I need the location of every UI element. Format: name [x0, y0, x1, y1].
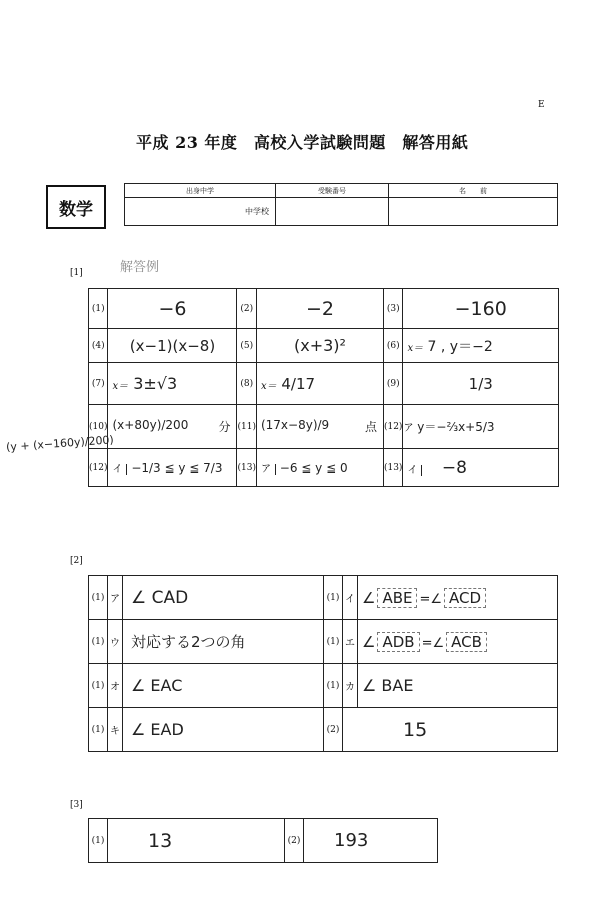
q-num: (1) [89, 576, 108, 620]
answer-value: (x+80y)/200 [112, 418, 189, 432]
q-num: (7) [89, 363, 108, 405]
sub-label: カ [343, 664, 358, 708]
answer-cell[interactable] [108, 363, 237, 405]
section3-label: [3] [70, 800, 83, 810]
sub-label: ア [403, 423, 414, 434]
answer-cell[interactable] [256, 363, 383, 405]
answer-cell[interactable]: ∠ EAD [123, 708, 324, 752]
answer-value: −8 [441, 457, 467, 478]
sub-label: イ [108, 464, 127, 475]
section3-table [88, 818, 438, 863]
unit-label: 点 [364, 420, 377, 434]
sub-label: イ [403, 465, 422, 476]
q-num: (2) [324, 708, 343, 752]
x-prefix: x＝ [112, 381, 129, 392]
answer-cell[interactable]: 193 [304, 819, 438, 863]
q-num: (9) [383, 363, 402, 405]
exam-no-field[interactable] [276, 198, 389, 226]
q-num: (1) [89, 620, 108, 664]
q-num: (12) [383, 405, 402, 449]
q-num: (2) [237, 289, 256, 329]
answer-cell[interactable]: 13 [108, 819, 285, 863]
answer-value: 4/17 [281, 374, 316, 393]
answer-cell[interactable] [403, 329, 559, 363]
answer-cell[interactable]: ∠ EAC [123, 664, 324, 708]
sub-label: オ [108, 664, 123, 708]
answer-cell[interactable] [358, 620, 558, 664]
q-num: (12) [89, 449, 108, 487]
section1-table [88, 288, 559, 487]
equals-angle: =∠ [419, 591, 443, 607]
subject-box [46, 185, 106, 229]
sub-label: ア [108, 576, 123, 620]
angle-sign: ∠ [362, 588, 376, 607]
answer-cell[interactable] [358, 576, 558, 620]
answer-cell[interactable]: (x+3)² [256, 329, 383, 363]
sub-label: イ [343, 576, 358, 620]
q-num: (1) [89, 289, 108, 329]
section2-label: [2] [70, 556, 83, 566]
answer-cell[interactable]: −6 [108, 289, 237, 329]
q-num: (13) [383, 449, 402, 487]
school-suffix: 中学校 [245, 207, 269, 216]
sub-label: キ [108, 708, 123, 752]
header-table [124, 183, 558, 226]
answer-cell[interactable] [108, 449, 237, 487]
angle-sign: ∠ [362, 632, 376, 651]
answer-box: ABE [377, 588, 417, 608]
answer-cell[interactable] [403, 405, 559, 449]
answer-cell[interactable]: −160 [403, 289, 559, 329]
school-label: 出身中学 [125, 184, 276, 198]
answer-cell[interactable] [256, 449, 383, 487]
answer-cell[interactable]: ∠ CAD [123, 576, 324, 620]
equals-angle: =∠ [421, 635, 445, 651]
school-field[interactable] [125, 198, 276, 226]
sub-label: エ [343, 620, 358, 664]
sub-label: ア [257, 464, 276, 475]
unit-label: 分 [218, 420, 231, 434]
q-num: (6) [383, 329, 402, 363]
side-note: (y + (x−160y)/200) [5, 433, 115, 454]
answer-cell[interactable] [403, 449, 559, 487]
answer-value: −6 ≦ y ≦ 0 [279, 461, 348, 475]
q-num: (1) [89, 708, 108, 752]
section2-table [88, 575, 558, 752]
name-label: 名 前 [389, 184, 558, 198]
answer-value: 3±√3 [133, 374, 178, 393]
q-num: (3) [383, 289, 402, 329]
corner-mark: E [538, 100, 545, 110]
q-num: (4) [89, 329, 108, 363]
q-num: (1) [324, 576, 343, 620]
answer-cell[interactable]: −2 [256, 289, 383, 329]
answer-value: y＝−⅔x+5/3 [417, 420, 495, 434]
answer-cell[interactable]: ∠ BAE [358, 664, 558, 708]
q-num: (8) [237, 363, 256, 405]
answer-value: (17x−8y)/9 [260, 418, 330, 432]
sub-label: ウ [108, 620, 123, 664]
q-num: (2) [285, 819, 304, 863]
answer-cell[interactable]: 15 [343, 708, 558, 752]
answer-box: ADB [377, 632, 419, 652]
answer-box: ACD [444, 588, 486, 608]
q-num: (13) [237, 449, 256, 487]
answer-cell[interactable]: 対応する2つの角 [123, 620, 324, 664]
exam-no-label: 受験番号 [276, 184, 389, 198]
answer-cell[interactable] [256, 405, 383, 449]
answer-cell[interactable]: (x−1)(x−8) [108, 329, 237, 363]
margin-note: 解答例 [120, 260, 160, 275]
q-num: (10) [89, 405, 108, 449]
q-num: (11) [237, 405, 256, 449]
answer-value: 7 , y＝−2 [427, 338, 493, 355]
answer-cell[interactable]: 1/3 [403, 363, 559, 405]
x-prefix: x＝ [260, 380, 277, 392]
answer-cell[interactable] [108, 405, 237, 449]
subject-label: 数学 [59, 199, 93, 220]
x-prefix: x＝ [407, 342, 424, 354]
q-num: (1) [324, 664, 343, 708]
page-title: 平成 23 年度 高校入学試験問題 解答用紙 [136, 133, 469, 152]
q-num: (1) [89, 819, 108, 863]
answer-box: ACB [446, 632, 487, 652]
q-num: (1) [324, 620, 343, 664]
answer-value: −1/3 ≦ y ≦ 7/3 [131, 461, 223, 475]
name-field[interactable] [389, 198, 558, 226]
q-num: (5) [237, 329, 256, 363]
section1-label: [1] [70, 268, 83, 278]
q-num: (1) [89, 664, 108, 708]
